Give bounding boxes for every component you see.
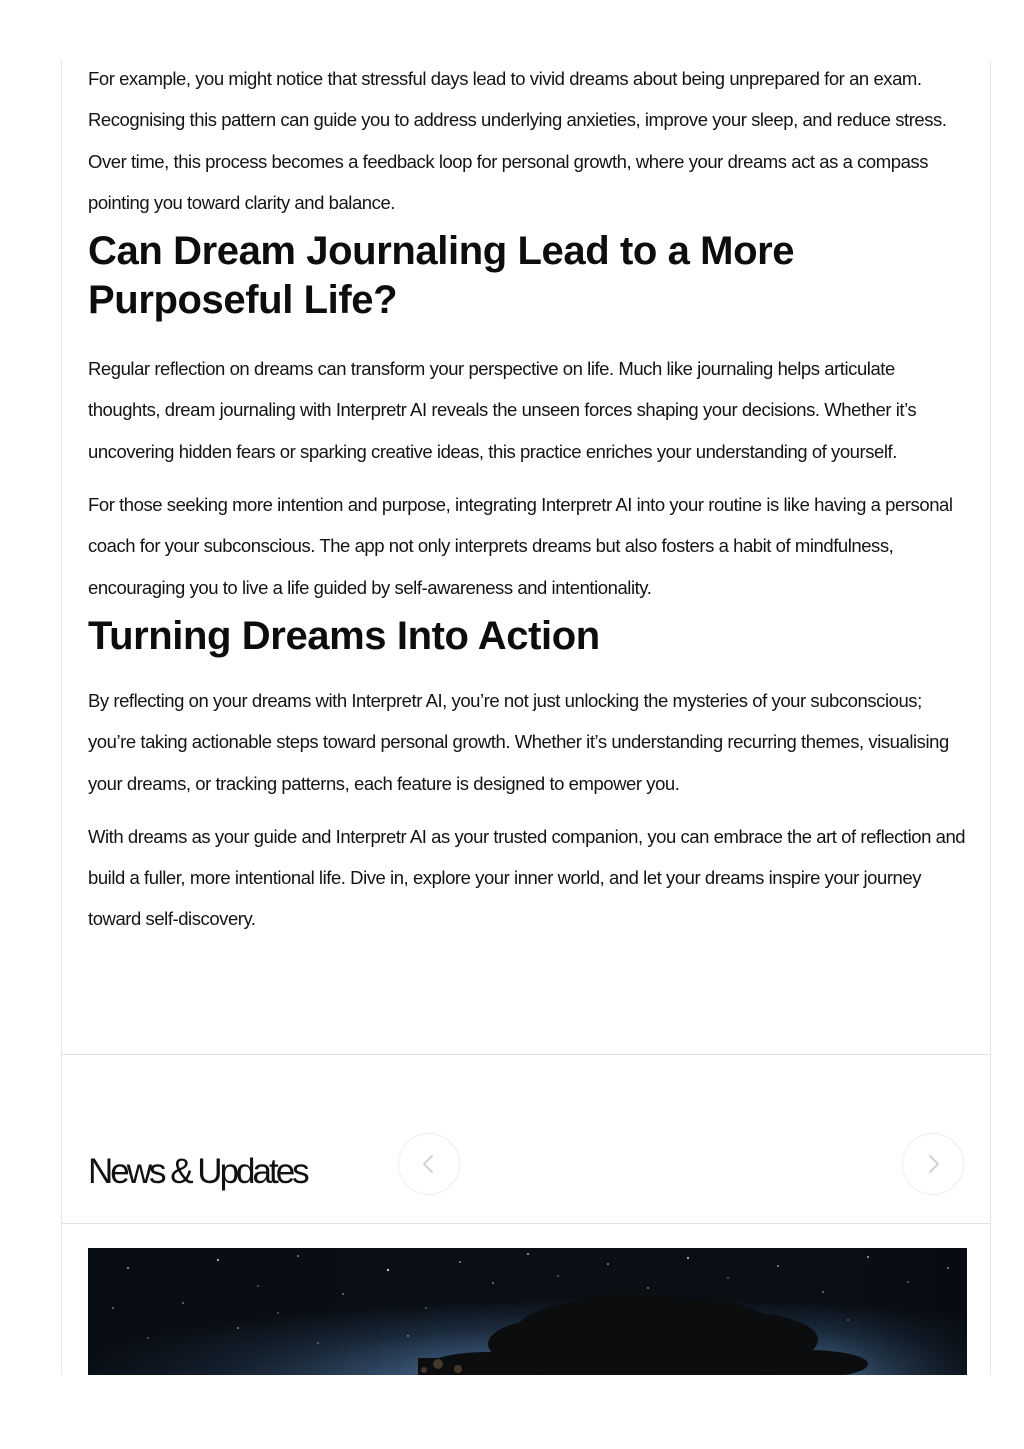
news-card-image[interactable] [88,1248,967,1375]
article-paragraph: For example, you might notice that stressful days lead to vivid dreams about being unprepared for an exam. Recognising this pattern can guide you to address underlying anxieties, improve your sleep, and reduce stress. Over time, this process becomes a feedback loop for personal growth, where your dreams act as a compass pointing you toward clarity and balance. [88,68,947,213]
news-updates-title: News & Updates [88,1152,307,1191]
section-divider [62,1223,990,1224]
article-body [88,61,968,952]
chevron-right-icon [921,1152,945,1176]
section-heading-dreams-into-action: Turning Dreams Into Action [88,613,600,658]
carousel-prev-button[interactable] [398,1133,460,1195]
article-paragraph: With dreams as your guide and Interpretr AI as your trusted companion, you can embrace the art of reflection and build a fuller, more intentional life. Dive in, explore your inner world, and let your dreams inspire your journey toward self-discovery. [88,825,966,930]
section-heading-purposeful-life: Can Dream Journaling Lead to a More Purposeful Life? [88,229,795,323]
article-paragraph: Regular reflection on dreams can transform your perspective on life. Much like journaling helps articulate thoughts, dream journaling with Interpretr AI reveals the unseen forces shaping your decisions. Whether it’s uncovering hidden fears or sparking creative ideas, this practice enriches your understanding of yourself. [88,358,917,462]
chevron-left-icon [417,1152,441,1176]
night-sky-tree-image [88,1248,967,1375]
section-divider [62,1054,990,1055]
carousel-next-button[interactable] [902,1133,964,1195]
article-paragraph: For those seeking more intention and purpose, integrating Interpretr AI into your routine is like having a personal coach for your subconscious. The app not only interprets dreams but also fosters a habit of mindfulness, encouraging you to live a life guided by self-awareness and intentionality. [88,494,953,598]
page-frame [61,61,991,1375]
article-paragraph: By reflecting on your dreams with Interpretr AI, you’re not just unlocking the mysteries of your subconscious; you’re taking actionable steps toward personal growth. Whether it’s understanding recurring themes, visualising your dreams, or tracking patterns, each feature is designed to empower you. [88,689,949,794]
